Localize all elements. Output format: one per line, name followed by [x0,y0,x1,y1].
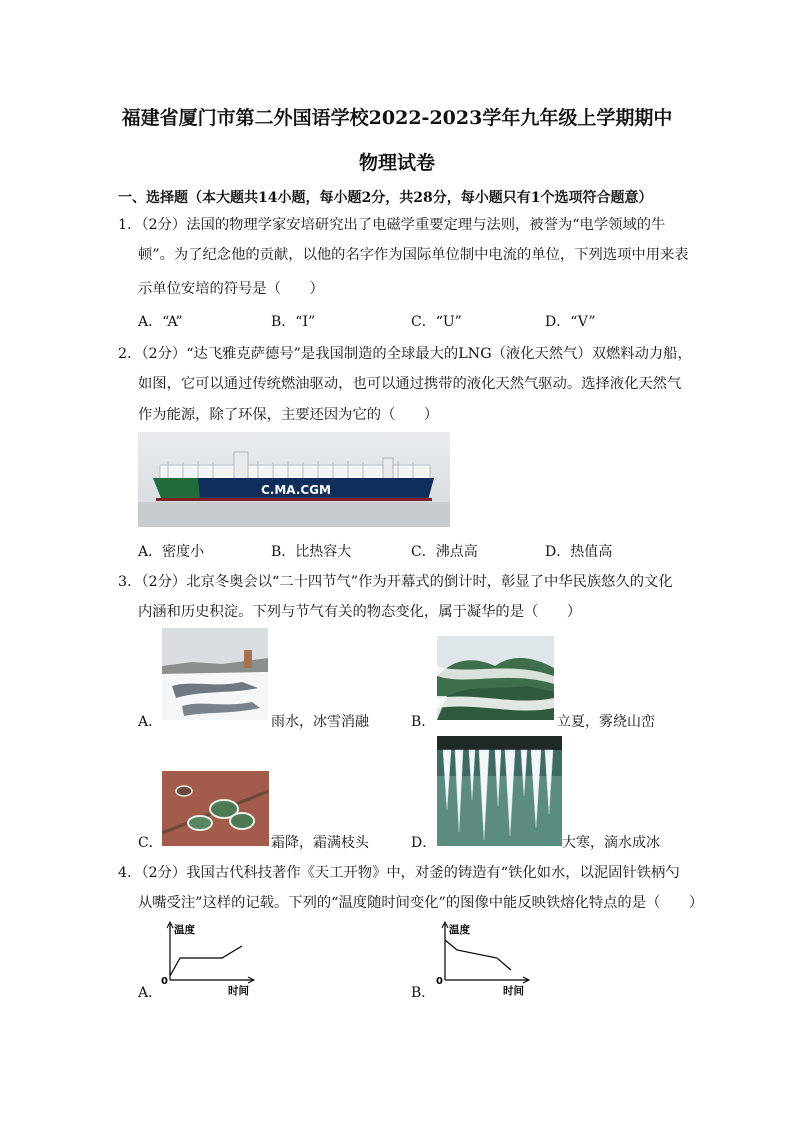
question-2-line: 2．（2分）“达飞雅克萨德号”是我国制造的全球最大的LNG（液化天然气）双燃料动力船， [118,346,692,362]
q3-option-d-letter: D． [411,835,437,851]
misty-mountains-photo [437,636,554,720]
q3-option-b-letter: B． [411,714,436,730]
section-header: 一、选择题（本大题共14小题，每小题2分，共28分，每小题只有1个选项符合题意） [118,190,653,206]
graph-b-xlabel: 时间 [503,985,524,996]
question-1-line: 示单位安培的符号是（ ） [138,281,324,297]
graph-b-origin: 0 [436,976,443,987]
q1-option-d: D．“V” [545,314,596,330]
q4-option-b: B． [411,985,436,1001]
lng-ship-photo [138,432,450,527]
q1-option-a: A．“A” [138,314,183,330]
question-1-line: 1．（2分）法国的物理学家安培研究出了电磁学重要定理与法则，被誉为“电学领域的牛 [118,217,666,233]
graph-a-origin: 0 [161,976,168,987]
graph-b [433,918,533,996]
question-4-line: 4．（2分）我国古代科技著作《天工开物》中，对釜的铸造有“铁化如水，以泥固针铁柄勺 [118,865,680,881]
question-4-line: 从嘴受注”这样的记载。下列的“温度随时间变化”的图像中能反映铁熔化特点的是（ ） [138,895,704,911]
question-3-line: 3．（2分）北京冬奥会以“二十四节气”作为开幕式的倒计时，彰显了中华民族悠久的文化 [118,574,673,590]
frost-branch-photo [162,771,269,846]
q3-option-b-caption: 立夏，雾绕山峦 [557,714,655,730]
q2-option-d: D．热值高 [545,544,613,560]
q4-option-a: A． [138,985,163,1001]
graph-a-xlabel: 时间 [228,985,249,996]
question-2-line: 作为能源，除了环保，主要还因为它的（ ） [138,407,439,423]
graph-b-ylabel: 温度 [449,924,470,936]
q3-option-c-letter: C． [138,835,163,851]
q1-option-b: B．“I” [271,314,316,330]
exam-title-line2: 物理试卷 [358,152,435,174]
graph-a [158,918,258,996]
q2-option-c: C．沸点高 [411,544,478,560]
q3-option-d-caption: 大寒，滴水成冰 [562,835,660,851]
q3-option-a-caption: 雨水，冰雪消融 [271,714,369,730]
q2-option-a: A．密度小 [138,544,205,560]
graph-b-curve [445,940,511,970]
q3-option-a-letter: A． [138,714,163,730]
exam-title-line1: 福建省厦门市第二外国语学校2022-2023学年九年级上学期期中 [121,107,673,129]
q2-option-b: B．比热容大 [271,544,352,560]
q3-option-c-caption: 霜降，霜满枝头 [271,835,369,851]
icicles-photo [437,736,562,846]
snow-melting-photo [162,628,268,720]
question-2-line: 如图，它可以通过传统燃油驱动，也可以通过携带的液化天然气驱动。选择液化天然气 [138,376,682,392]
ship-hull-lettering: C.MA.CGM [261,483,331,497]
q1-option-c: C．“U” [411,314,462,330]
graph-a-curve [170,946,242,976]
question-1-line: 顿”。为了纪念他的贡献，以他的名字作为国际单位制中电流的单位，下列选项中用来表 [138,247,689,263]
graph-a-ylabel: 温度 [174,924,195,936]
question-3-line: 内涵和历史积淀。下列与节气有关的物态变化，属于凝华的是（ ） [138,604,582,620]
